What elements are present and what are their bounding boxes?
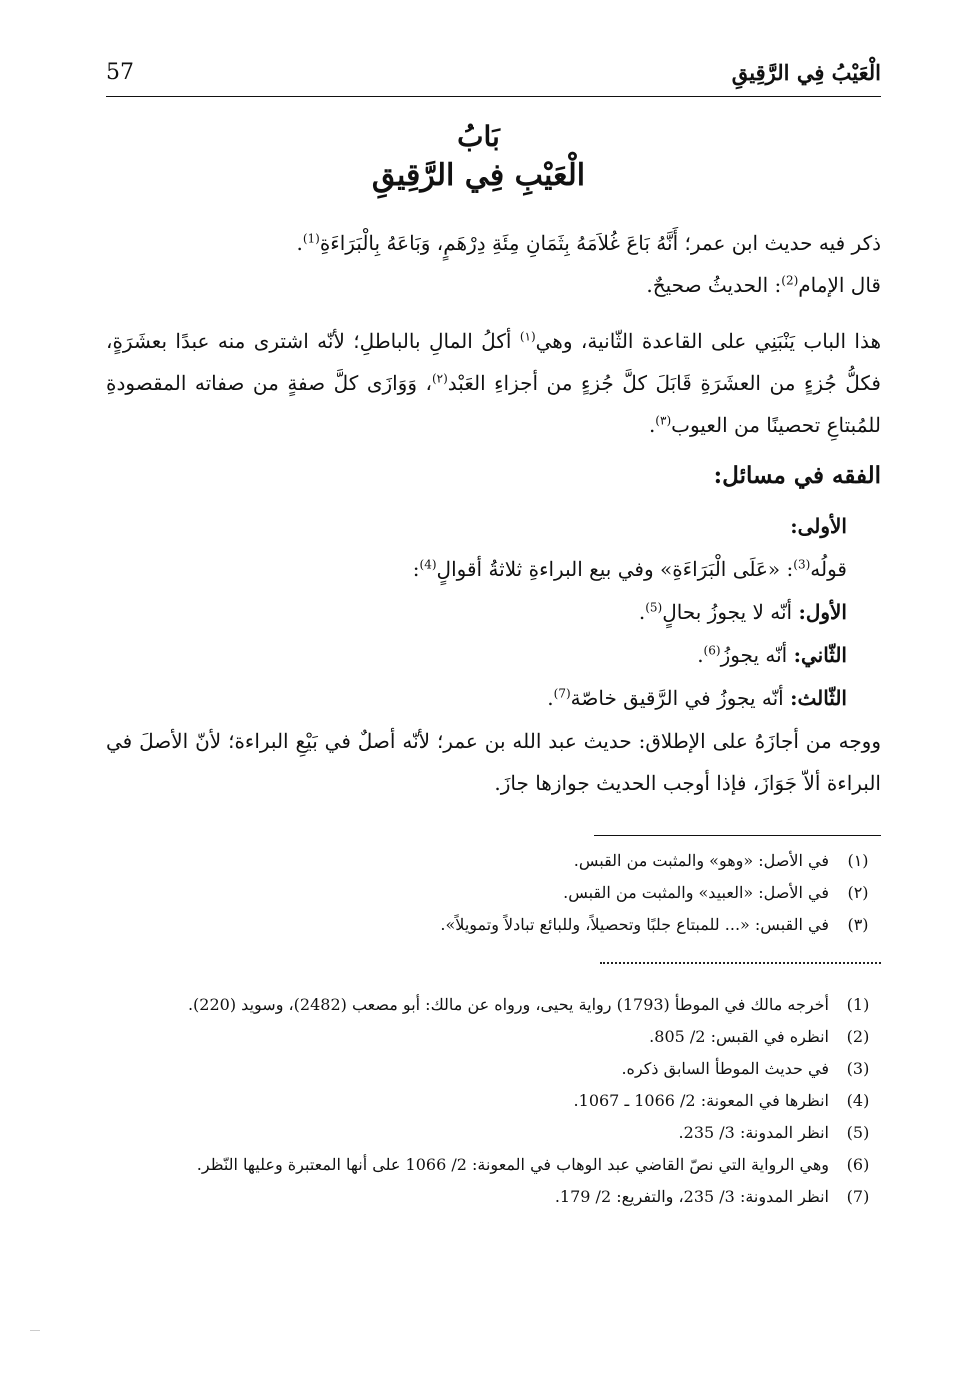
footnote-ref[interactable]: (1) (302, 231, 320, 246)
footnote-item (106, 990, 881, 1022)
answer-text: أنّه يجوزُ في الرَّقيق خاصّة (570, 686, 791, 710)
imam-paragraph (106, 264, 933, 306)
chapter-text-2: أكلُ المالِ بالباطلِ؛ لأنّه اشترى منه عبدًا بعشَرَةٍ، فكلُّ جُزءٍ من العشَرَةِ قَابَلَ كلَّ جُزءٍ من أجزاءِ العَبْد (106, 329, 881, 395)
qawl-end: : (412, 557, 420, 581)
footnote-ref[interactable]: (١) (519, 329, 536, 344)
answer-text: أنّه يجوزُ (720, 643, 794, 667)
imam-text: قال الإمام (798, 273, 881, 297)
footnote-number: (1) (846, 995, 870, 1014)
footnote-text: في الأصل: «العبيد» والمثبت من القبس. (563, 883, 829, 902)
chapter-text-3: ، وَوَازَى كلَّ صفةٍ من صفاته المقصودةِ للمُبتاعِ تحصينًا من العيوب (106, 371, 881, 437)
footnote-number: (5) (846, 1123, 870, 1142)
footnote-text: وهي الرواية التي نصّ القاضي عبد الوهاب في المعونة: 2/ 1066 على أنها المعتبرة وعليها النّظر. (196, 1155, 829, 1174)
answer-label: الثّالث: (790, 686, 847, 710)
footnote-text: في حديث الموطأ السابق ذكره. (621, 1059, 829, 1078)
footnote-number: (6) (846, 1155, 870, 1174)
footnote-ref[interactable]: (4) (419, 557, 437, 572)
answer-end: . (547, 686, 554, 710)
answer-label: الثّاني: (793, 643, 847, 667)
answer-item (27, 677, 847, 719)
answer-item (27, 634, 847, 676)
footnote-ref[interactable]: (2) (781, 273, 799, 288)
footnote-text: أخرجه مالك في الموطأ (1793) رواية يحيى، ورواه عن مالك: أبو مصعب (2482)، وسويد (220). (187, 995, 829, 1014)
footnote-item (106, 1182, 881, 1214)
footnote-item (106, 1118, 881, 1150)
wajh-paragraph: ووجه من أجازَهُ على الإطلاق: حديث عبد الله بن عمر؛ لأنّه أصلٌ في بَيْعِ البراءة؛ لأنّ الأصلَ في البراءة ألاّ جَوَازَ، فإذا أوجب الحديث جوازها جازَ. (106, 729, 881, 795)
chapter-paragraph (106, 320, 933, 446)
dotted-separator (600, 962, 881, 964)
footnote-text: في الأصل: «وهو» والمثبت من القبس. (573, 851, 829, 870)
footnote-item (106, 910, 881, 942)
footnote-number: (١) (847, 851, 869, 870)
footnote-text: انظر المدونة: 3/ 235، والتفريع: 2/ 179. (554, 1187, 829, 1206)
footnote-ref[interactable]: (٣) (655, 413, 672, 428)
footnote-ref[interactable]: (6) (703, 643, 721, 658)
source-footnotes (106, 990, 881, 1214)
footnote-item (106, 878, 881, 910)
qawl-line (27, 548, 847, 590)
answer-end: . (697, 643, 704, 667)
footnote-text: انظر المدونة: 3/ 235. (678, 1123, 829, 1142)
intro-end: . (296, 231, 303, 255)
qawl-mid: : «عَلَى الْبَرَاءَةِ» وفي بيع البراءةِ ثلاثةُ أقوالٍ (436, 557, 794, 581)
chapter-text-1: هذا الباب يَنْبَنِي على القاعدة الثّانية، وهي (535, 329, 882, 353)
intro-text: ذكر فيه حديث ابن عمر؛ أَنَّهُ بَاعَ غُلاَمَهُ بِثَمَانِ مِئَةِ دِرْهَمٍ، وَبَاعَهُ بِالْبَرَاءَةِ (319, 231, 881, 255)
footnote-ref[interactable]: (3) (793, 557, 811, 572)
footnote-number: (2) (846, 1027, 870, 1046)
footnote-ref[interactable]: (5) (645, 600, 663, 615)
answer-label: الأول: (798, 600, 847, 624)
answer-item (27, 591, 847, 633)
footnote-number: (7) (846, 1187, 870, 1206)
footnote-ref[interactable]: (٢) (431, 371, 448, 386)
chapter-label: بَابُ (457, 120, 500, 153)
footnote-number: (3) (846, 1059, 870, 1078)
page-number: 57 (106, 60, 134, 85)
footnote-text: انظرها في المعونة: 2/ 1066 ـ 1067. (573, 1091, 829, 1110)
footnote-ref[interactable]: (7) (553, 686, 571, 701)
footnote-item (106, 846, 881, 878)
qawl-text: قولُه (810, 557, 847, 581)
running-header (106, 60, 881, 97)
section-heading: الفقه في مسائل: (713, 462, 881, 489)
footnote-text: في القبس: «... للمبتاع جلبًا وتحصيلاً، وللبائع تبادلاً وتمويلاً». (440, 915, 829, 934)
answer-text: أنّه لا يجوزُ بحالٍ (662, 600, 799, 624)
imam-end: : الحديثُ صحيحٌ. (646, 273, 782, 297)
footnote-item (106, 1054, 881, 1086)
editor-footnotes (106, 846, 881, 942)
footnote-text: انظره في القبس: 2/ 805. (649, 1027, 829, 1046)
intro-paragraph (106, 222, 933, 264)
footnote-item (106, 1150, 881, 1182)
footnote-number: (٣) (847, 915, 869, 934)
footnote-separator (594, 835, 881, 836)
chapter-title: الْعَيْبِ فِي الرَّقِيقِ (371, 158, 586, 193)
chapter-text-4: . (648, 413, 656, 437)
answer-end: . (638, 600, 646, 624)
footnote-item (106, 1022, 881, 1054)
scan-mark (30, 1330, 40, 1331)
footnote-number: (٢) (847, 883, 869, 902)
footnote-number: (4) (846, 1091, 870, 1110)
footnote-item (106, 1086, 881, 1118)
running-title: الْعَيْبُ فِي الرَّقِيقِ (731, 60, 881, 85)
first-issue-heading: الأولى: (790, 514, 847, 538)
